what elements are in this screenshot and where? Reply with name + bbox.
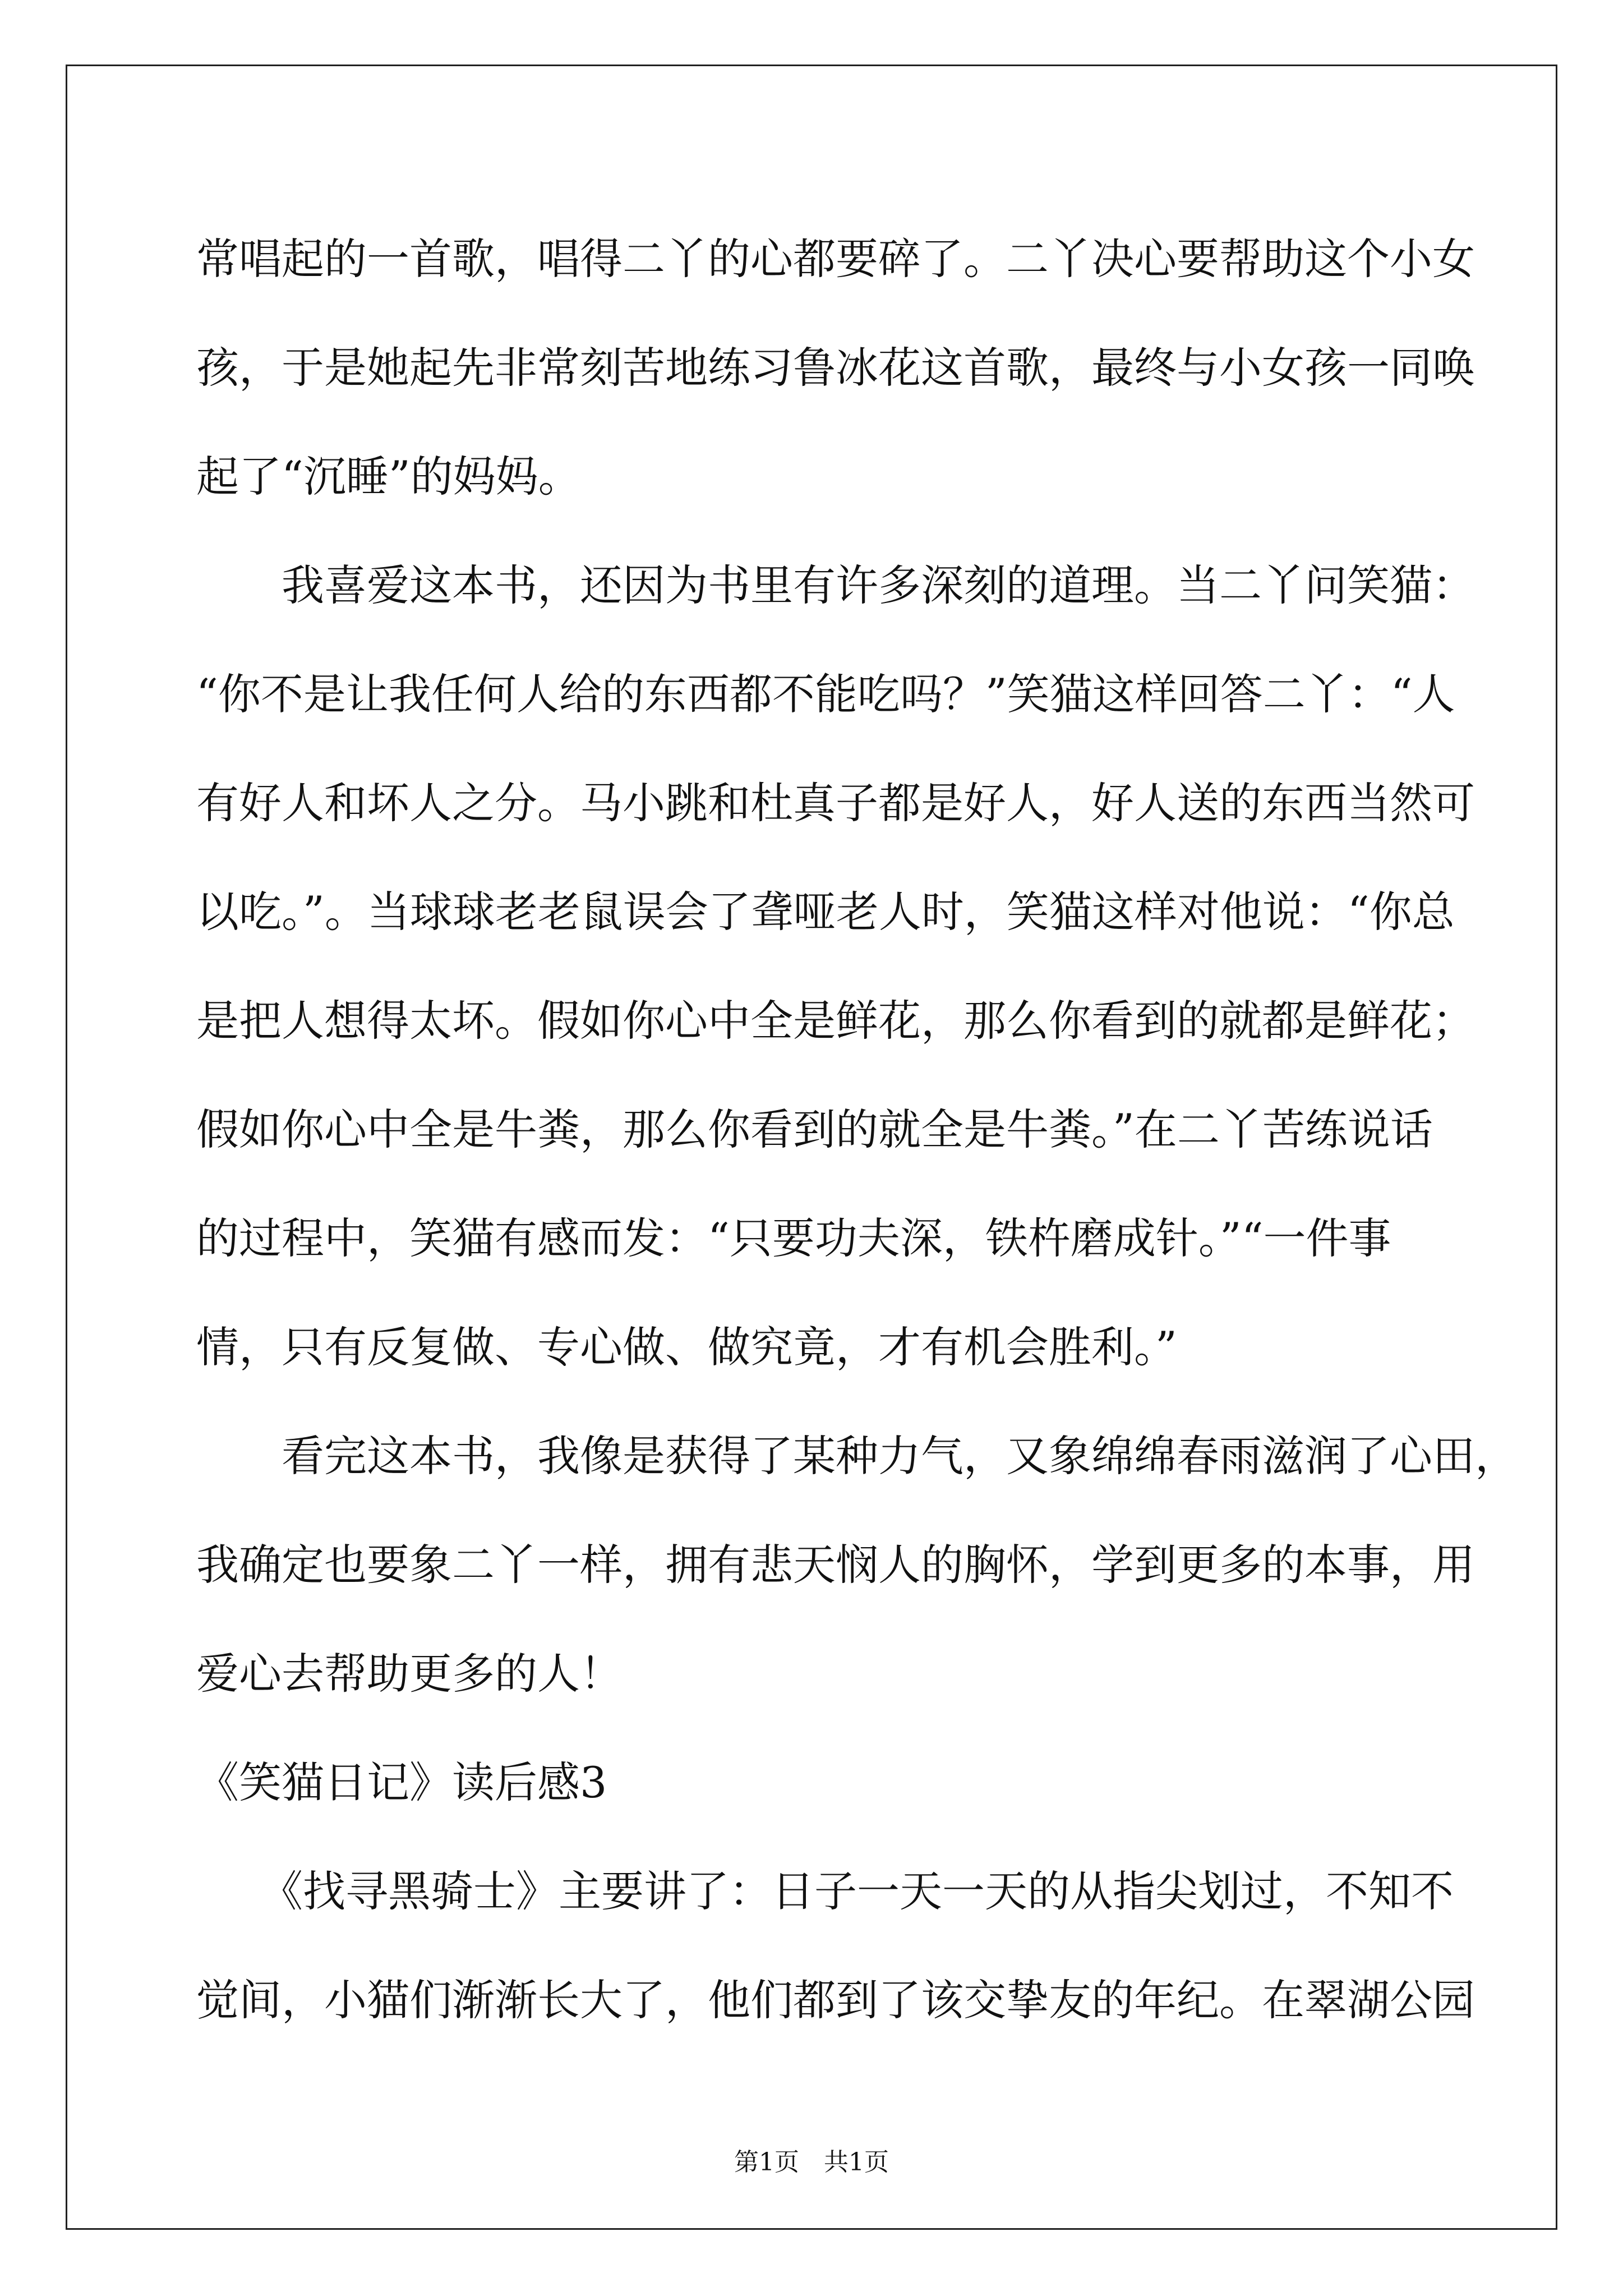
- text-line: 看完这本书，我像是获得了某种力气，又象绵绵春雨滋润了心田，: [196, 1431, 1518, 1481]
- text-line: 假如你心中全是牛粪，那么你看到的就全是牛粪。”在二丫苦练说话: [196, 1105, 1433, 1154]
- text-line: 有好人和坏人之分。马小跳和杜真子都是好人，好人送的东西当然可: [196, 778, 1475, 828]
- text-line: 孩，于是她起先非常刻苦地练习鲁冰花这首歌，最终与小女孩一同唤: [196, 343, 1475, 393]
- page-footer: 第1页 共1页: [734, 2148, 889, 2177]
- text-line: 的过程中，笑猫有感而发：“只要功夫深，铁杵磨成针。”“一件事: [196, 1213, 1391, 1263]
- section-heading: 《笑猫日记》读后感3: [196, 1757, 607, 1807]
- text-line: 我确定也要象二丫一样，拥有悲天悯人的胸怀，学到更多的本事，用: [196, 1540, 1475, 1590]
- text-line: 《找寻黑骑士》主要讲了：日子一天一天的从指尖划过，不知不: [196, 1866, 1454, 1916]
- text-line: 我喜爱这本书，还因为书里有许多深刻的道理。当二丫问笑猫：: [196, 560, 1475, 610]
- text-line: 是把人想得太坏。假如你心中全是鲜花，那么你看到的就都是鲜花；: [196, 996, 1475, 1046]
- text-line: 情，只有反复做、专心做、做究竟，才有机会胜利。”: [196, 1322, 1177, 1372]
- document-body: [196, 205, 1518, 2055]
- text-line: “你不是让我任何人给的东西都不能吃吗？”笑猫这样回答二丫：“人: [196, 669, 1455, 719]
- text-line: 觉间，小猫们渐渐长大了，他们都到了该交挚友的年纪。在翠湖公园: [196, 1975, 1475, 2025]
- text-line: 常唱起的一首歌，唱得二丫的心都要碎了。二丫决心要帮助这个小女: [196, 234, 1475, 284]
- text-line: 以吃。”。当球球老老鼠误会了聋哑老人时，笑猫这样对他说：“你总: [196, 887, 1455, 937]
- text-line: 起了“沉睡”的妈妈。: [196, 452, 581, 501]
- text-line: 爱心去帮助更多的人！: [196, 1649, 623, 1699]
